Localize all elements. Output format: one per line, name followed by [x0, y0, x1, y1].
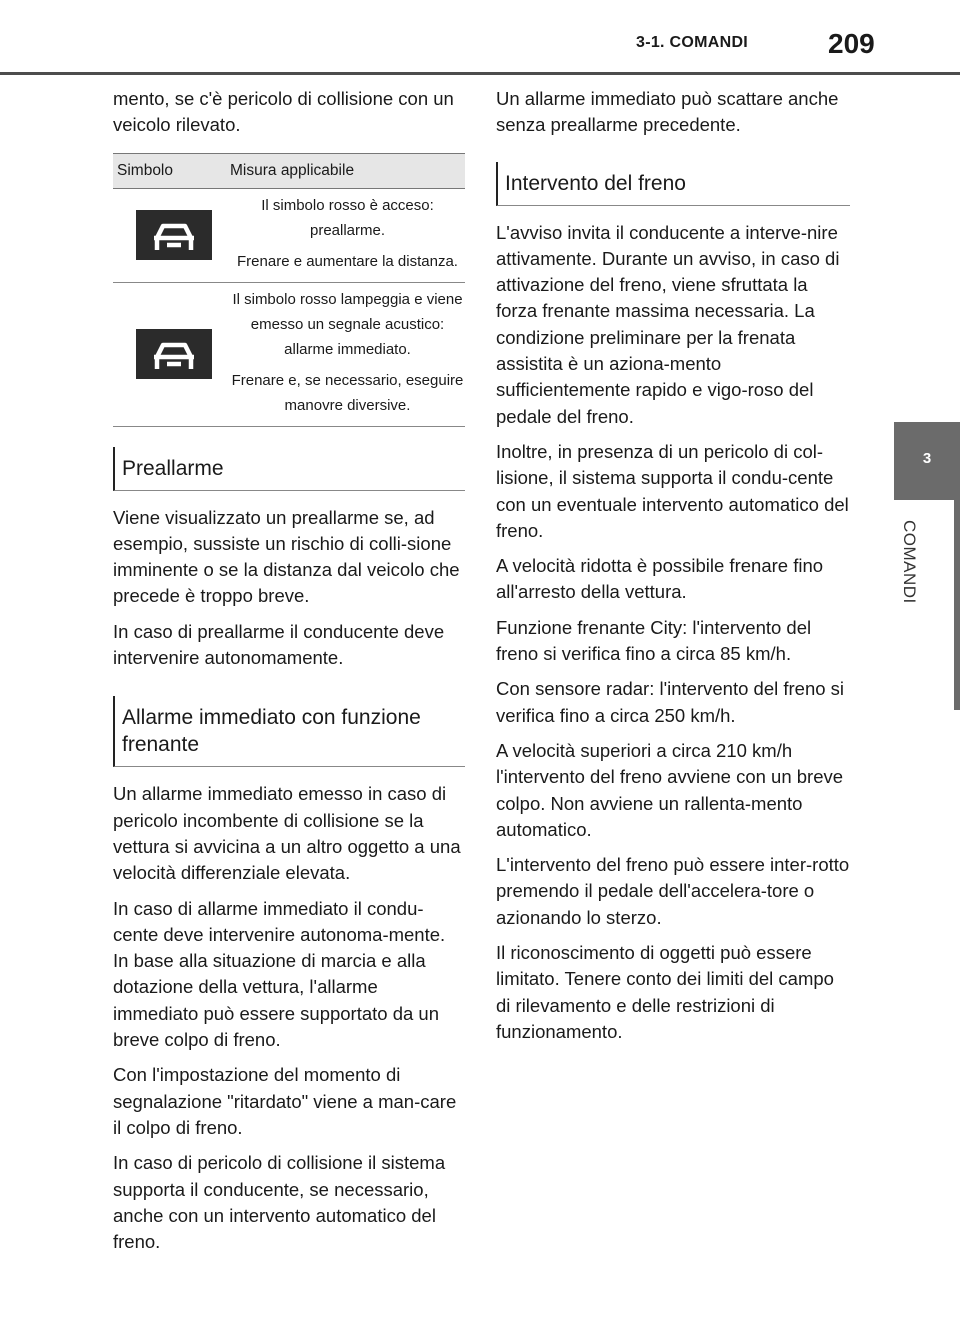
- measure-cell: [230, 189, 465, 282]
- measure-text: Frenare e aumentare la distanza.: [237, 252, 458, 270]
- body-paragraph: Inoltre, in presenza di un pericolo di col-lisione, il sistema supporta il condu-cente con un eventuale intervento automatico del freno.: [496, 440, 849, 541]
- measure-text: Frenare e, se necessario, eseguire manovre diversive.: [231, 371, 464, 414]
- body-paragraph: Con sensore radar: l'intervento del freno si verifica fino a circa 250 km/h.: [496, 678, 845, 726]
- left-column: [113, 86, 465, 1264]
- body-paragraph: Viene visualizzato un preallarme se, ad esempio, sussiste un rischio di colli-sione imminente o se la distanza dal veicolo che precede è troppo breve.: [113, 506, 460, 607]
- chapter-tab: [894, 422, 960, 500]
- body-paragraph: In caso di allarme immediato il condu-cente deve intervenire autonoma-mente. In base alla situazione di marcia e alla dotazione della vettura, l'allarme immediato può essere supportato da un breve colpo di freno.: [113, 897, 446, 1051]
- header-divider: [0, 72, 960, 75]
- intro-paragraph: mento, se c'è pericolo di collisione con un veicolo rilevato.: [113, 88, 454, 136]
- section-title: 3-1. COMANDI: [636, 34, 749, 51]
- symbol-cell: [113, 283, 230, 426]
- table-header: [113, 153, 465, 189]
- car-front-warning-icon: [136, 210, 212, 260]
- page-number: 209: [828, 28, 875, 59]
- section-heading-allarme: Allarme immediato con funzione frenante: [113, 696, 465, 767]
- body-paragraph: A velocità ridotta è possibile frenare fino all'arresto della vettura.: [496, 555, 824, 603]
- body-paragraph: Un allarme immediato emesso in caso di pericolo incombente di collisione se la vettura si avvicina a un altro oggetto a una velocità differenziale elevata.: [113, 783, 461, 884]
- body-paragraph: L'intervento del freno può essere inter-rotto premendo il pedale dell'accelera-tore o azionando lo sterzo.: [496, 854, 850, 928]
- measure-text: Il simbolo rosso lampeggia e viene emesso un segnale acustico: allarme immediato.: [232, 290, 463, 358]
- body-paragraph: Con l'impostazione del momento di segnalazione "ritardato" viene a man-care il colpo di freno.: [113, 1064, 457, 1138]
- section-heading-intervento: Intervento del freno: [496, 162, 850, 206]
- right-column: [496, 86, 850, 1054]
- symbol-table: [113, 153, 465, 427]
- column-header-measure: Misura applicabile: [230, 161, 355, 179]
- car-front-warning-icon: [136, 329, 212, 379]
- body-paragraph: Il riconoscimento di oggetti può essere limitato. Tenere conto dei limiti del campo di rilevamento e delle restrizioni di funzionamento.: [496, 942, 834, 1042]
- body-paragraph: L'avviso invita il conducente a interve-nire attivamente. Durante un avviso, in caso di attivazione del freno, viene sfruttata la forza frenante massima necessaria. La condizione preliminare per la frenata assistita è un aziona-mento sufficientemente rapido e vigo-roso del pedale del freno.: [496, 221, 840, 427]
- measure-cell: [230, 283, 465, 426]
- body-paragraph: A velocità superiori a circa 210 km/h l'intervento del freno avviene con un breve colpo. Non avviene un rallenta-mento automatico.: [496, 739, 844, 840]
- symbol-cell: [113, 189, 230, 282]
- table-row: [113, 283, 465, 427]
- column-header-symbol: Simbolo: [117, 161, 173, 179]
- intro-paragraph: Un allarme immediato può scattare anche senza preallarme precedente.: [496, 88, 839, 136]
- body-paragraph: In caso di pericolo di collisione il sistema supporta il conducente, se necessario, anche con un intervento automatico del freno.: [113, 1152, 446, 1253]
- table-row: [113, 189, 465, 283]
- section-heading-preallarme: Preallarme: [113, 447, 465, 491]
- body-paragraph: In caso di preallarme il conducente deve intervenire autonomamente.: [113, 620, 445, 669]
- chapter-stripe: [954, 500, 960, 710]
- body-paragraph: Funzione frenante City: l'intervento del freno si verifica fino a circa 85 km/h.: [496, 616, 812, 665]
- measure-text: Il simbolo rosso è acceso: preallarme.: [261, 196, 434, 239]
- chapter-number: 3: [922, 450, 932, 467]
- chapter-label: COMANDI: [900, 520, 919, 604]
